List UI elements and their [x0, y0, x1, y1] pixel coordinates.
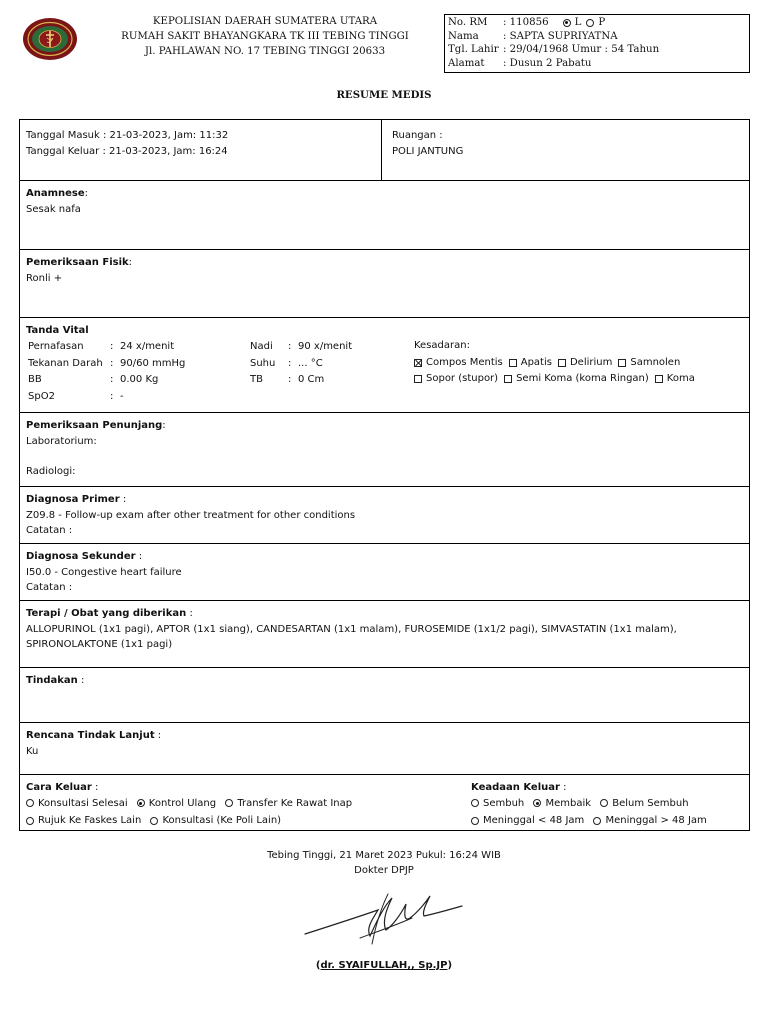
diagnosa-sekunder-section: [19, 543, 750, 601]
fisik-value: Ronli +: [26, 272, 63, 284]
sembuh-label: Sembuh: [483, 797, 525, 809]
konsultasi-selesai-label: Konsultasi Selesai: [38, 797, 128, 809]
keadaan-keluar-group: [465, 775, 713, 830]
transfer-rawat-inap-radio[interactable]: [225, 799, 233, 807]
cara-keluar-colon: :: [91, 782, 99, 793]
alamat-label: Alamat: [448, 57, 485, 69]
rencana-value: Ku: [26, 745, 39, 757]
belum-sembuh-label: Belum Sembuh: [612, 797, 689, 809]
doctor-name: dr. SYAIFULLAH,, Sp.JP: [320, 960, 448, 971]
institution-line-2: RUMAH SAKIT BHAYANGKARA TK III TEBING TINGGI: [121, 31, 409, 42]
semi-koma-label: Semi Koma (koma Ringan): [516, 373, 649, 384]
fisik-section: [19, 249, 750, 318]
kesadaran-row-2: [414, 371, 701, 388]
sopor-checkbox[interactable]: [414, 375, 422, 383]
diagnosa-primer-colon: :: [119, 494, 127, 505]
diagnosa-primer-value: Z09.8 - Follow-up exam after other treatment for other conditions: [26, 509, 356, 521]
nama-label: Nama: [448, 30, 479, 42]
compos-mentis-checkbox[interactable]: [414, 359, 422, 367]
rencana-heading: Rencana Tindak Lanjut: [26, 730, 155, 741]
meninggal-lebih-48-label: Meninggal > 48 Jam: [605, 814, 707, 826]
vital-left-column: [28, 339, 185, 405]
cara-keluar-row-1: [26, 796, 358, 813]
fisik-heading: Pemeriksaan Fisik: [26, 257, 129, 268]
kontrol-ulang-radio[interactable]: [137, 799, 145, 807]
doctor-signature-name: [0, 959, 768, 972]
membaik-radio[interactable]: [533, 799, 541, 807]
kesadaran-label: Kesadaran:: [414, 340, 470, 351]
keadaan-keluar-row-2: [471, 813, 713, 830]
ruangan-label: Ruangan :: [392, 130, 443, 141]
tanggal-masuk: Tanggal Masuk : 21-03-2023, Jam: 11:32: [26, 130, 229, 141]
koma-label: Koma: [666, 373, 695, 384]
rm-row: [448, 16, 749, 30]
vital-spo2: SpO2 : -: [28, 390, 124, 402]
diagnosa-primer-heading: Diagnosa Primer: [26, 494, 120, 505]
discharge-section: [19, 774, 750, 831]
penunjang-colon: :: [162, 420, 166, 431]
vital-pernafasan: Pernafasan : 24 x/menit: [28, 341, 175, 352]
institution-line-1: KEPOLISIAN DAERAH SUMATERA UTARA: [152, 16, 378, 27]
nama-value: : SAPTA SUPRIYATNA: [503, 30, 618, 42]
radiologi-label: Radiologi:: [26, 466, 76, 477]
konsultasi-selesai-radio[interactable]: [26, 799, 34, 807]
handwritten-signature: [300, 888, 465, 946]
tindakan-colon: :: [77, 675, 85, 686]
kesadaran-row-1: [414, 355, 701, 372]
compos-mentis-label: Compos Mentis: [426, 356, 503, 368]
terapi-heading: Terapi / Obat yang diberikan: [26, 608, 187, 619]
ruangan-value: POLI JANTUNG: [392, 145, 464, 157]
document-title: RESUME MEDIS: [336, 89, 432, 101]
samnolen-checkbox[interactable]: [618, 359, 626, 367]
cara-keluar-row-2: [26, 813, 358, 830]
diagnosa-sekunder-catatan: Catatan :: [26, 582, 73, 593]
keadaan-keluar-heading: Keadaan Keluar: [471, 782, 560, 793]
tindakan-section: [19, 667, 750, 723]
visit-dates: [20, 120, 749, 159]
vital-nadi: Nadi : 90 x/menit: [250, 341, 353, 352]
sembuh-radio[interactable]: [471, 799, 479, 807]
belum-sembuh-radio[interactable]: [600, 799, 608, 807]
diagnosa-sekunder-value: I50.0 - Congestive heart failure: [26, 566, 182, 578]
alamat-row: [448, 57, 749, 71]
name-paren-open: (: [315, 960, 321, 971]
koma-checkbox[interactable]: [655, 375, 663, 383]
terapi-section: [19, 600, 750, 668]
gender-l-label: L: [574, 17, 582, 28]
gender-p-radio[interactable]: [586, 19, 594, 27]
laboratorium-label: Laboratorium:: [26, 435, 97, 447]
tanggal-keluar: Tanggal Keluar : 21-03-2023, Jam: 16:24: [26, 145, 228, 157]
gender-l-radio[interactable]: [563, 19, 571, 27]
terapi-colon: :: [186, 608, 193, 619]
kontrol-ulang-label: Kontrol Ulang: [148, 797, 217, 809]
alamat-value: : Dusun 2 Pabatu: [503, 57, 592, 69]
lahir-value: : 29/04/1968 Umur : 54 Tahun: [503, 44, 660, 55]
vital-section: [19, 317, 750, 413]
rujuk-faskes-radio[interactable]: [26, 817, 34, 825]
lahir-label: Tgl. Lahir: [448, 44, 499, 55]
rm-label: No. RM: [448, 17, 488, 28]
cara-keluar-group: [20, 775, 358, 830]
diagnosa-sekunder-colon: :: [135, 551, 143, 562]
terapi-line-2: SPIRONOLAKTONE (1x1 pagi): [26, 639, 173, 650]
anamnese-heading: Anamnese: [26, 188, 85, 199]
police-hospital-logo: [22, 16, 78, 62]
visit-divider: [381, 120, 382, 180]
name-paren-close: ): [447, 960, 453, 971]
semi-koma-checkbox[interactable]: [504, 375, 512, 383]
patient-info-box: [444, 14, 750, 73]
vital-heading: Tanda Vital: [26, 325, 89, 336]
nama-row: [448, 30, 749, 44]
vital-tb: TB : 0 Cm: [250, 374, 325, 385]
meninggal-lebih-48-radio[interactable]: [593, 817, 601, 825]
delirium-checkbox[interactable]: [558, 359, 566, 367]
anamnese-section: [19, 180, 750, 250]
rm-value: : 110856: [503, 17, 549, 28]
apatis-checkbox[interactable]: [509, 359, 517, 367]
kesadaran-group: [414, 338, 701, 388]
sopor-label: Sopor (stupor): [426, 373, 499, 384]
meninggal-kurang-48-label: Meninggal < 48 Jam: [483, 814, 585, 826]
samnolen-label: Samnolen: [630, 356, 681, 368]
keadaan-keluar-colon: :: [559, 782, 567, 793]
terapi-line-1: ALLOPURINOL (1x1 pagi), APTOR (1x1 siang), CANDESARTAN (1x1 malam), FUROSEMIDE (1x1/2 pagi), SIMVASTATIN (1x1 malam),: [26, 623, 677, 635]
penunjang-section: [19, 412, 750, 487]
diagnosa-sekunder-heading: Diagnosa Sekunder: [26, 551, 136, 562]
vital-tekanan-darah: Tekanan Darah : 90/60 mmHg: [28, 357, 186, 369]
signature-role: Dokter DPJP: [354, 865, 414, 876]
vital-mid-column: [250, 339, 352, 389]
cara-keluar-heading: Cara Keluar: [26, 782, 92, 793]
lahir-row: [448, 43, 749, 57]
anamnese-value: Sesak nafa: [26, 203, 81, 215]
tindakan-heading: Tindakan: [26, 675, 78, 686]
transfer-rawat-inap-label: Transfer Ke Rawat Inap: [237, 797, 353, 809]
diagnosa-primer-catatan: Catatan :: [26, 525, 73, 536]
keadaan-keluar-row-1: [471, 796, 713, 813]
signature-place-date: Tebing Tinggi, 21 Maret 2023 Pukul: 16:24 WIB: [267, 850, 501, 861]
penunjang-heading: Pemeriksaan Penunjang: [26, 420, 163, 431]
rujuk-faskes-label: Rujuk Ke Faskes Lain: [38, 814, 142, 826]
apatis-label: Apatis: [520, 356, 552, 368]
anamnese-colon: :: [84, 188, 89, 199]
diagnosa-primer-section: [19, 486, 750, 544]
rencana-colon: :: [154, 730, 162, 741]
ruangan: [386, 120, 463, 159]
membaik-label: Membaik: [545, 797, 592, 809]
konsultasi-poli-lain-radio[interactable]: [150, 817, 158, 825]
rencana-section: [19, 722, 750, 775]
institution-address: Jl. PAHLAWAN NO. 17 TEBING TINGGI 20633: [144, 46, 386, 57]
gender-p-label: P: [598, 17, 606, 28]
konsultasi-poli-lain-label: Konsultasi (Ke Poli Lain): [162, 814, 282, 826]
meninggal-kurang-48-radio[interactable]: [471, 817, 479, 825]
vital-bb: BB : 0.00 Kg: [28, 374, 159, 385]
visit-section: [19, 119, 750, 181]
institution-header: [90, 14, 440, 59]
delirium-label: Delirium: [569, 356, 613, 368]
gender-options: [563, 16, 606, 30]
fisik-colon: :: [128, 257, 133, 268]
vital-suhu: Suhu : ... °C: [250, 357, 323, 369]
